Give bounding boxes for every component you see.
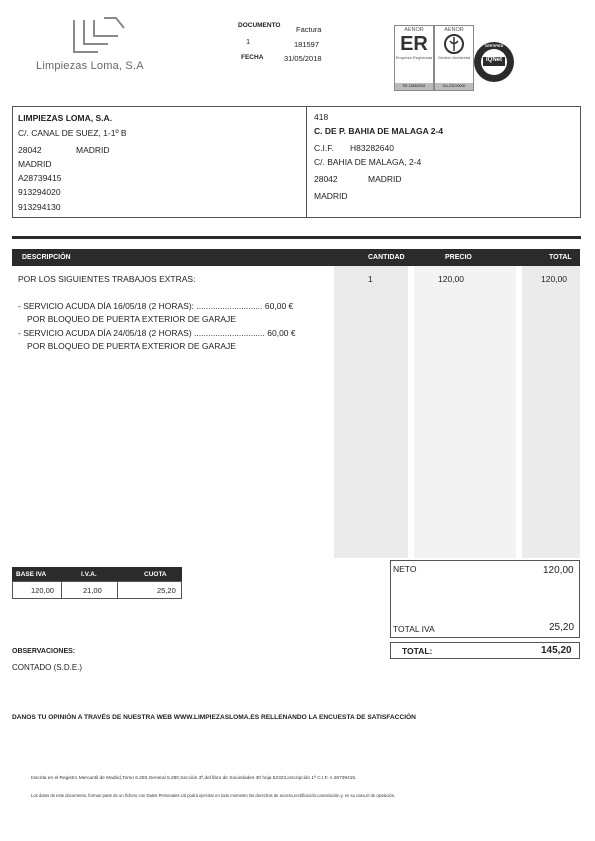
tax-header-cuota: CUOTA (144, 571, 167, 578)
cert-ga-name: AENOR (444, 27, 464, 33)
iqnet-caption: CERTIFIED (484, 44, 504, 48)
detail-line-1: - SERVICIO ACUDA DÍA 16/05/18 (2 HORAS): ............................ 60,00 € (18, 301, 294, 311)
cert-ga-code: GA-2010/0000 (435, 83, 473, 90)
issuer-phone2: 913294130 (18, 202, 61, 212)
client-name: C. DE P. BAHIA DE MALAGA 2-4 (314, 126, 444, 136)
tax-div-1 (61, 582, 62, 598)
date-label: FECHA (241, 54, 264, 61)
line-quantity: 1 (368, 274, 373, 284)
items-table-header (12, 249, 580, 266)
registry-notice: Inscrita en el Registro Mercantil de Madrid,Tomo 6.250,General 5.280,Sección 3ª,del libro de Sociedades 30 hoja 52323,inscripción 1ª C.I.F. A 28739415. (31, 776, 357, 781)
aenor-ga-logo (434, 25, 474, 91)
company-logo-text: Limpiezas Loma, S.A (36, 60, 144, 72)
issuer-phone1: 913294020 (18, 187, 61, 197)
separator-line (12, 236, 581, 239)
document-series: 1 (246, 37, 251, 46)
client-cif: H83282640 (350, 143, 394, 153)
col-header-total: TOTAL (549, 254, 572, 261)
line-description: POR LOS SIGUIENTES TRABAJOS EXTRAS: (18, 274, 196, 284)
document-label: DOCUMENTO (238, 22, 281, 29)
tax-header-base: BASE IVA (16, 571, 47, 578)
detail-line-2: - SERVICIO ACUDA DÍA 24/05/18 (2 HORAS) .............................. 60,00 € (18, 328, 296, 338)
client-province: MADRID (314, 191, 348, 201)
tax-iva: 21,00 (83, 586, 102, 595)
col-header-quantity: CANTIDAD (368, 254, 405, 261)
cert-er-name: AENOR (404, 27, 424, 33)
total-column (522, 266, 580, 558)
issuer-tax-id: A28739415 (18, 173, 62, 183)
address-divider (306, 106, 307, 218)
total-iva-label: TOTAL IVA (393, 624, 435, 634)
cert-ga-caption: Gestión Ambiental (437, 55, 471, 60)
price-column (414, 266, 516, 558)
client-code: 418 (314, 112, 329, 122)
col-header-description: DESCRIPCIÓN (22, 254, 71, 261)
iqnet-name: IQNet (485, 57, 502, 63)
line-total: 120,00 (541, 274, 567, 284)
neto-label: NETO (393, 564, 417, 574)
survey-notice: DANOS TU OPINIÓN A TRAVÉS DE NUESTRA WEB WWW.LIMPIEZASLOMA.ES RELLENANDO LA ENCUESTA DE SATISFACCIÓN (12, 714, 416, 721)
client-postal-code: 28042 (314, 174, 338, 184)
client-address: C/. BAHIA DE MALAGA, 2-4 (314, 157, 422, 167)
tax-cuota: 25,20 (157, 586, 176, 595)
privacy-notice: Los datos de este documento, forman parte de un fichero con Datos Personales.Ud podrá ejercitar en todo momento los derechos de acceso,rectificación,cancelación y, en su caso,el de oposición. (31, 793, 396, 798)
quantity-column (334, 266, 408, 558)
tax-table-row (12, 581, 182, 599)
grand-total-label: TOTAL: (402, 646, 433, 656)
cert-er-mark: ER (400, 33, 428, 55)
issuer-address: C/. CANAL DE SUEZ, 1-1º B (18, 128, 127, 138)
document-type: Factura (296, 25, 322, 34)
cert-er-code: ER-1858/2006 (395, 83, 433, 90)
grand-total-value: 145,20 (541, 645, 572, 656)
detail-line-1-reason: POR BLOQUEO DE PUERTA EXTERIOR DE GARAJE (27, 314, 236, 324)
issuer-postal-code: 28042 (18, 145, 42, 155)
tax-table-header (12, 567, 182, 581)
tax-header-iva: I.V.A. (81, 571, 97, 578)
neto-value: 120,00 (543, 565, 574, 576)
issuer-name: LIMPIEZAS LOMA, S.A. (18, 113, 112, 123)
col-header-price: PRECIO (445, 254, 472, 261)
client-city: MADRID (368, 174, 402, 184)
tax-div-2 (117, 582, 118, 598)
total-iva-value: 25,20 (549, 622, 575, 633)
document-number: 181597 (294, 40, 320, 49)
issuer-city: MADRID (76, 145, 110, 155)
cert-ga-mark-icon (435, 33, 473, 55)
company-logo-icon (68, 16, 130, 58)
iqnet-logo (473, 41, 515, 83)
cert-er-caption: Empresa Registrada (395, 55, 433, 60)
tax-base: 120,00 (31, 586, 54, 595)
line-price: 120,00 (438, 274, 464, 284)
tax-table (12, 567, 182, 599)
observations-value: CONTADO (S.D.E.) (12, 663, 83, 672)
aenor-er-logo (394, 25, 434, 91)
client-cif-label: C.I.F. (314, 143, 334, 153)
detail-line-2-reason: POR BLOQUEO DE PUERTA EXTERIOR DE GARAJE (27, 341, 236, 351)
invoice-date: 31/05/2018 (284, 54, 322, 63)
observations-label: OBSERVACIONES: (12, 648, 76, 655)
issuer-province: MADRID (18, 159, 52, 169)
